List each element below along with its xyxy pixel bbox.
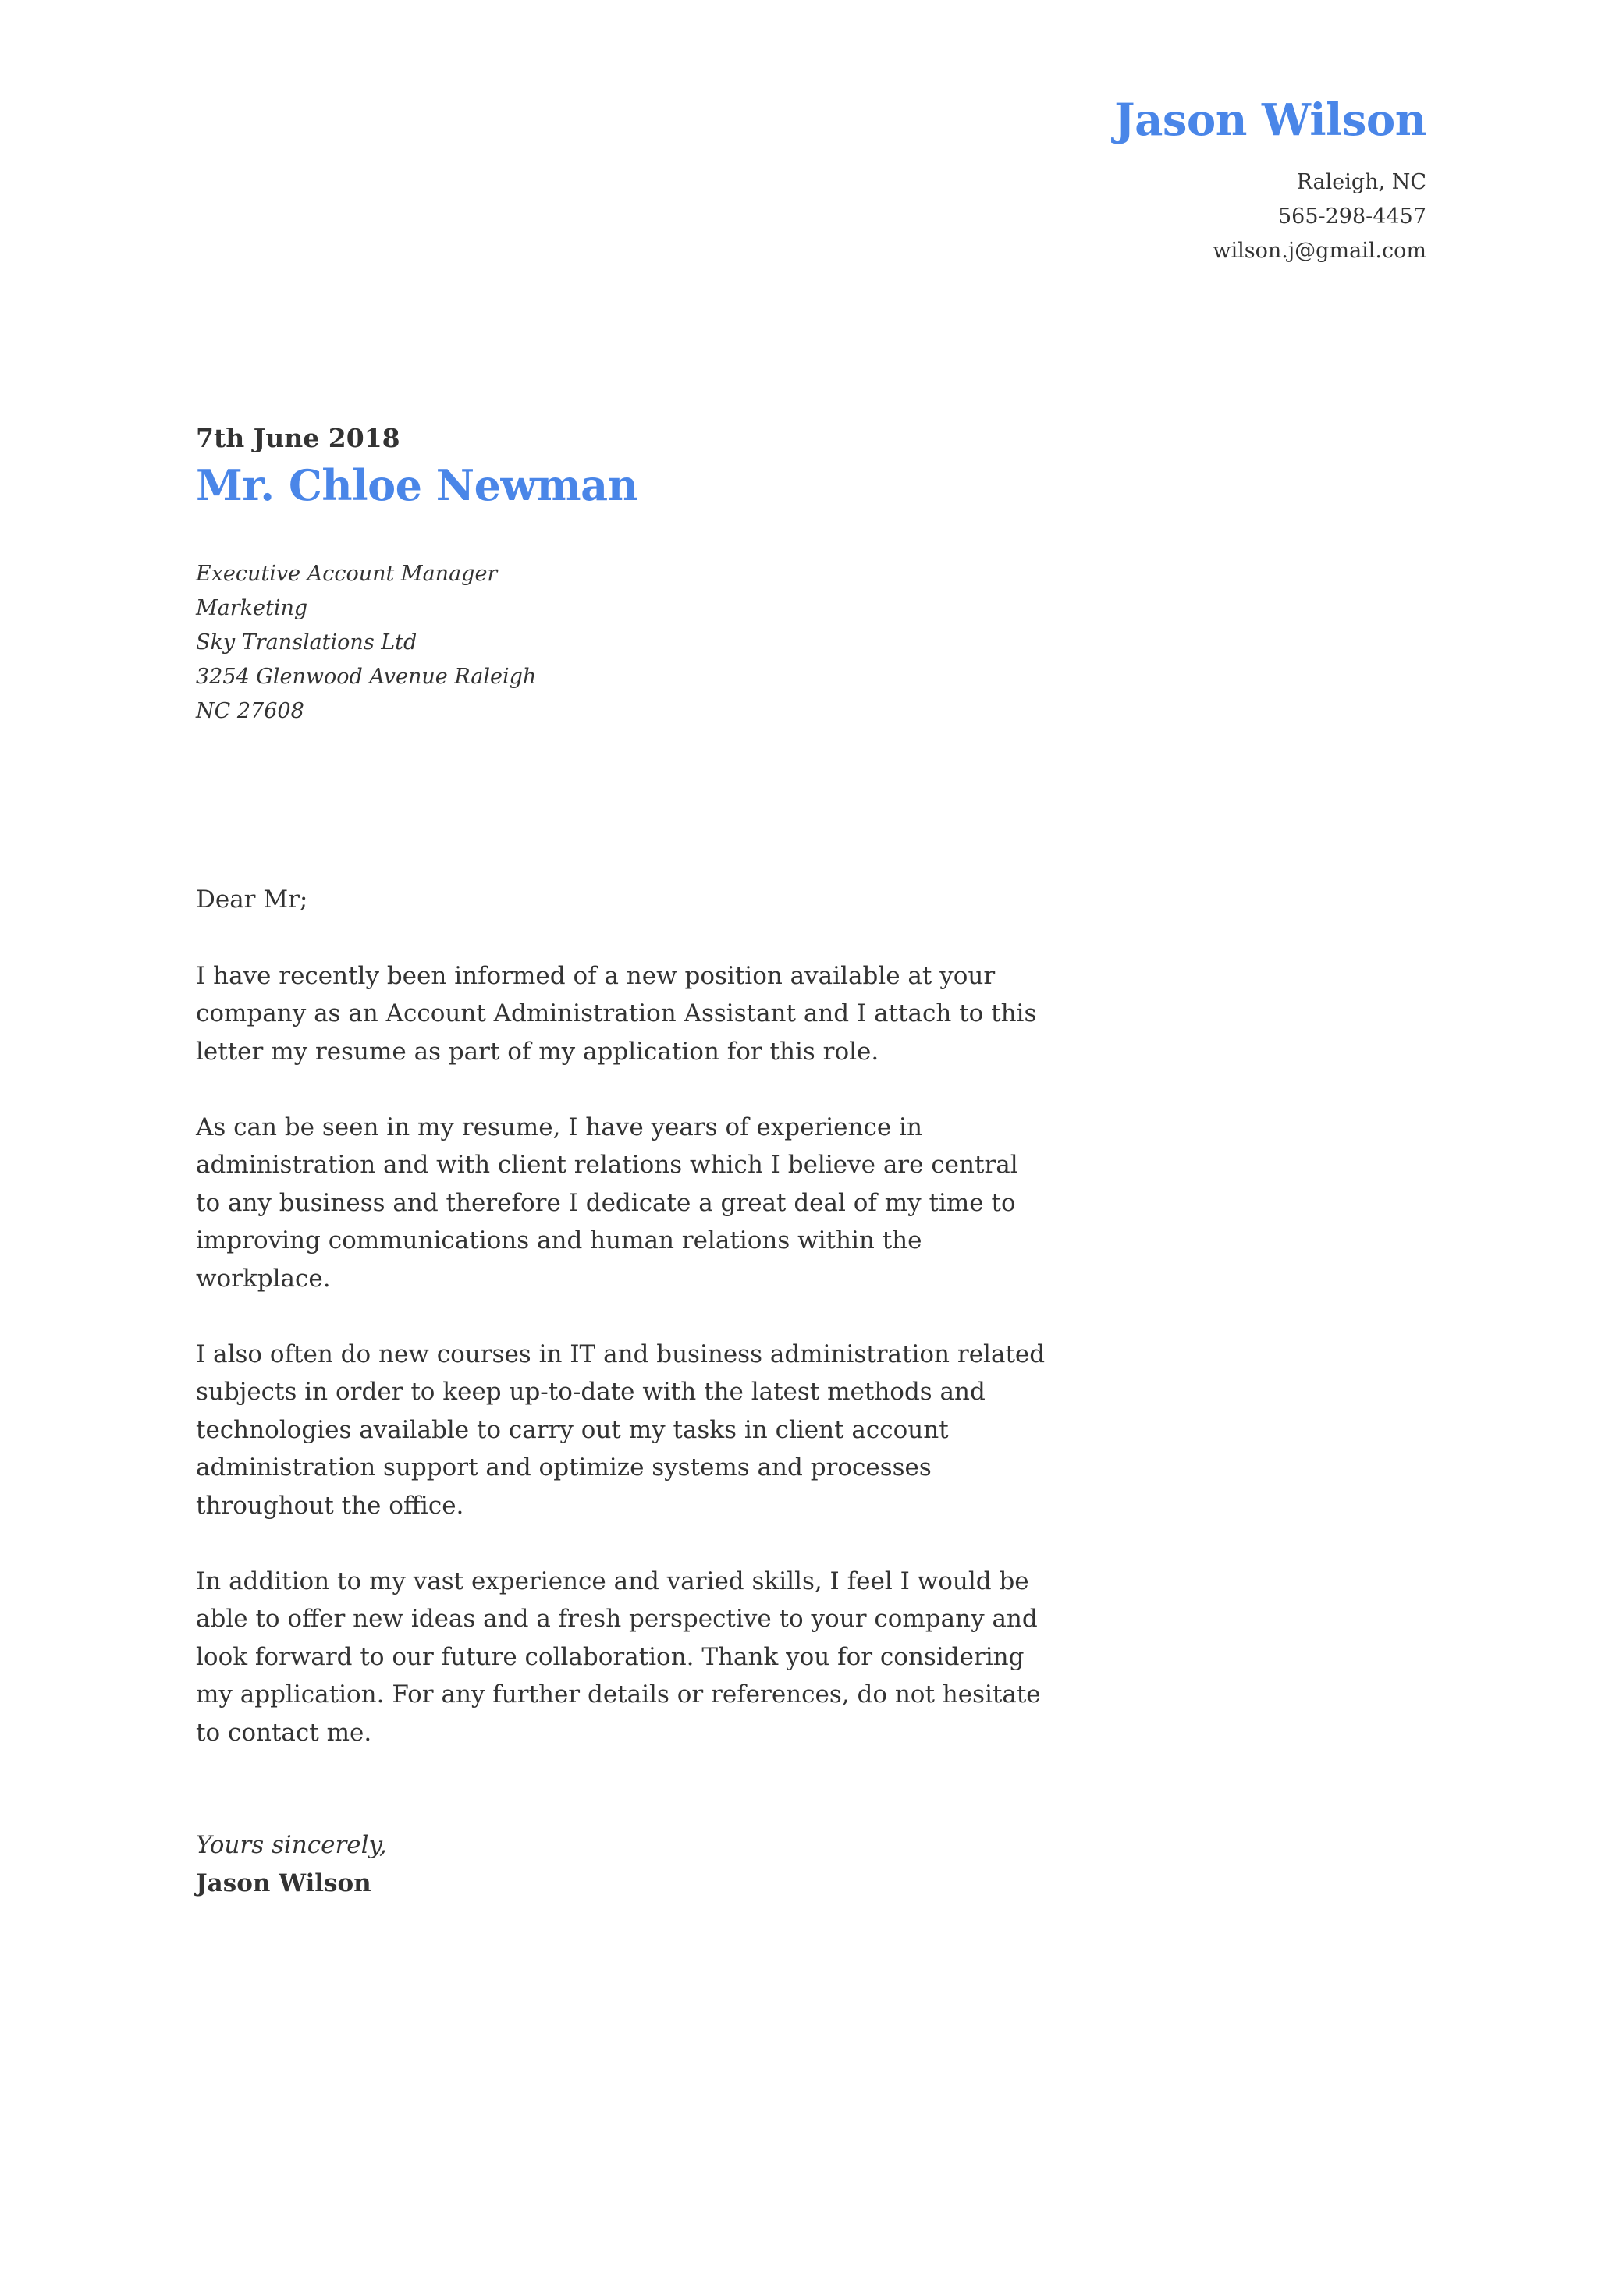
- recipient-postal: NC 27608: [196, 699, 304, 723]
- sender-name: Jason Wilson: [1114, 94, 1426, 146]
- recipient-address: [196, 557, 1132, 729]
- salutation: Dear Mr;: [196, 885, 308, 914]
- letter-date: 7th June 2018: [196, 423, 400, 453]
- closing-block: [196, 1826, 1046, 1902]
- recipient-title: Executive Account Manager: [196, 562, 498, 586]
- valediction: Yours sincerely,: [196, 1831, 387, 1859]
- recipient-block: [196, 421, 1132, 729]
- letter-body: [196, 881, 1046, 1902]
- body-paragraph: I also often do new courses in IT and business administration related subjects in order to keep up-to-date with the latest methods and technologies available to carry out my tasks in client account administration support and optimize systems and processes throughout the office.: [196, 1340, 1046, 1520]
- sender-location: Raleigh, NC: [1296, 170, 1426, 194]
- signature-name: Jason Wilson: [196, 1868, 371, 1897]
- sender-email: wilson.j@gmail.com: [1213, 239, 1426, 263]
- sender-block: [724, 87, 1426, 268]
- body-paragraph: I have recently been informed of a new position available at your company as an Account Administration Assistant and I attach to this letter my resume as part of my application for this role.: [196, 961, 1037, 1066]
- sender-phone: 565-298-4457: [1277, 204, 1426, 229]
- recipient-street: 3254 Glenwood Avenue Raleigh: [196, 665, 537, 689]
- recipient-company: Sky Translations Ltd: [196, 630, 417, 655]
- recipient-name: Mr. Chloe Newman: [196, 460, 638, 510]
- body-paragraph: As can be seen in my resume, I have years of experience in administration and with client relations which I believe are central to any business and therefore I dedicate a great deal of my time to improving communications and human relations within the workplace.: [196, 1113, 1018, 1293]
- recipient-department: Marketing: [196, 596, 308, 620]
- sender-contact: [724, 165, 1426, 268]
- body-paragraph: In addition to my vast experience and varied skills, I feel I would be able to offer new ideas and a fresh perspective to your company and look forward to our future collaboration. Thank you for considering my application. For any further details or references, do not hesitate to contact me.: [196, 1567, 1041, 1747]
